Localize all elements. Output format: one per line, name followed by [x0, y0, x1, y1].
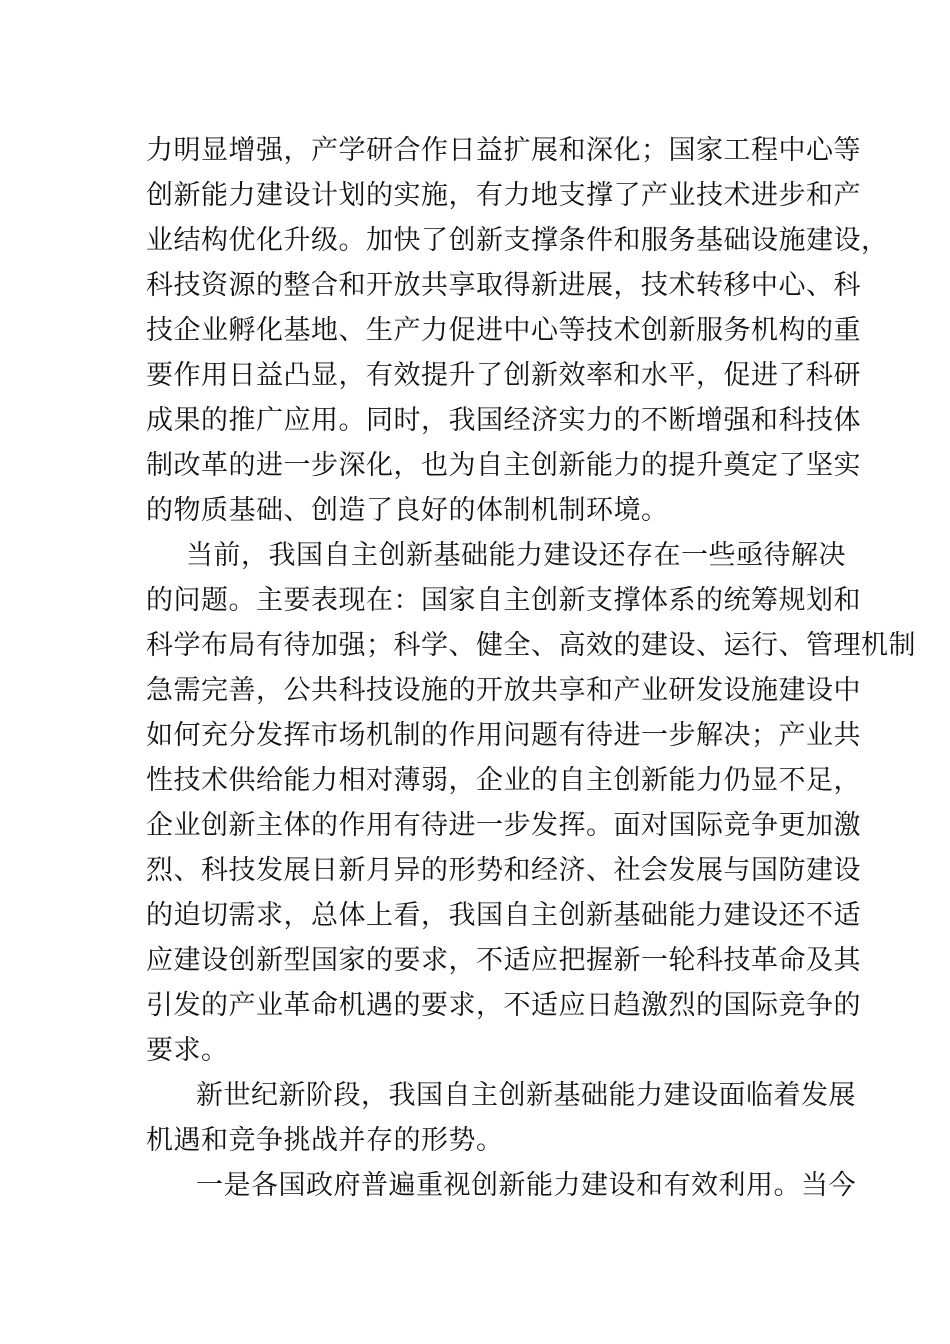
- text-line: 的迫切需求，总体上看，我国自主创新基础能力建设还不适: [146, 900, 861, 931]
- text-line: 引发的产业革命机遇的要求，不适应日趋激烈的国际竞争的: [146, 990, 861, 1021]
- text-line: 如何充分发挥市场机制的作用问题有待进一步解决；产业共: [146, 720, 861, 751]
- text-line: 的问题。主要表现在：国家自主创新支撑体系的统筹规划和: [146, 585, 861, 616]
- text-line: 机遇和竞争挑战并存的形势。: [146, 1125, 504, 1156]
- paragraph-first-line: 新世纪新阶段，我国自主创新基础能力建设面临着发展: [196, 1080, 856, 1111]
- text-line: 要求。: [146, 1035, 229, 1066]
- text-line: 成果的推广应用。同时，我国经济实力的不断增强和科技体: [146, 405, 861, 436]
- text-line: 力明显增强，产学研合作日益扩展和深化；国家工程中心等: [146, 135, 861, 166]
- text-line: 业结构优化升级。加快了创新支撑条件和服务基础设施建设，: [146, 225, 889, 256]
- text-line: 烈、科技发展日新月异的形势和经济、社会发展与国防建设: [146, 855, 861, 886]
- text-line: 性技术供给能力相对薄弱，企业的自主创新能力仍显不足，: [146, 765, 861, 796]
- text-line: 企业创新主体的作用有待进一步发挥。面对国际竞争更加激: [146, 810, 861, 841]
- text-line: 科学布局有待加强；科学、健全、高效的建设、运行、管理机制: [146, 630, 916, 661]
- text-line: 技企业孵化基地、生产力促进中心等技术创新服务机构的重: [146, 315, 861, 346]
- text-line: 科技资源的整合和开放共享取得新进展，技术转移中心、科: [146, 270, 861, 301]
- text-line: 急需完善，公共科技设施的开放共享和产业研发设施建设中: [146, 675, 861, 706]
- paragraph-first-line: 当前，我国自主创新基础能力建设还存在一些亟待解决: [186, 540, 846, 571]
- paragraph-first-line: 一是各国政府普遍重视创新能力建设和有效利用。当今: [196, 1170, 856, 1201]
- text-line: 创新能力建设计划的实施，有力地支撑了产业技术进步和产: [146, 180, 861, 211]
- text-line: 制改革的进一步深化，也为自主创新能力的提升奠定了坚实: [146, 450, 861, 481]
- text-line: 要作用日益凸显，有效提升了创新效率和水平，促进了科研: [146, 360, 861, 391]
- text-line: 的物质基础、创造了良好的体制机制环境。: [146, 495, 669, 526]
- text-line: 应建设创新型国家的要求，不适应把握新一轮科技革命及其: [146, 945, 861, 976]
